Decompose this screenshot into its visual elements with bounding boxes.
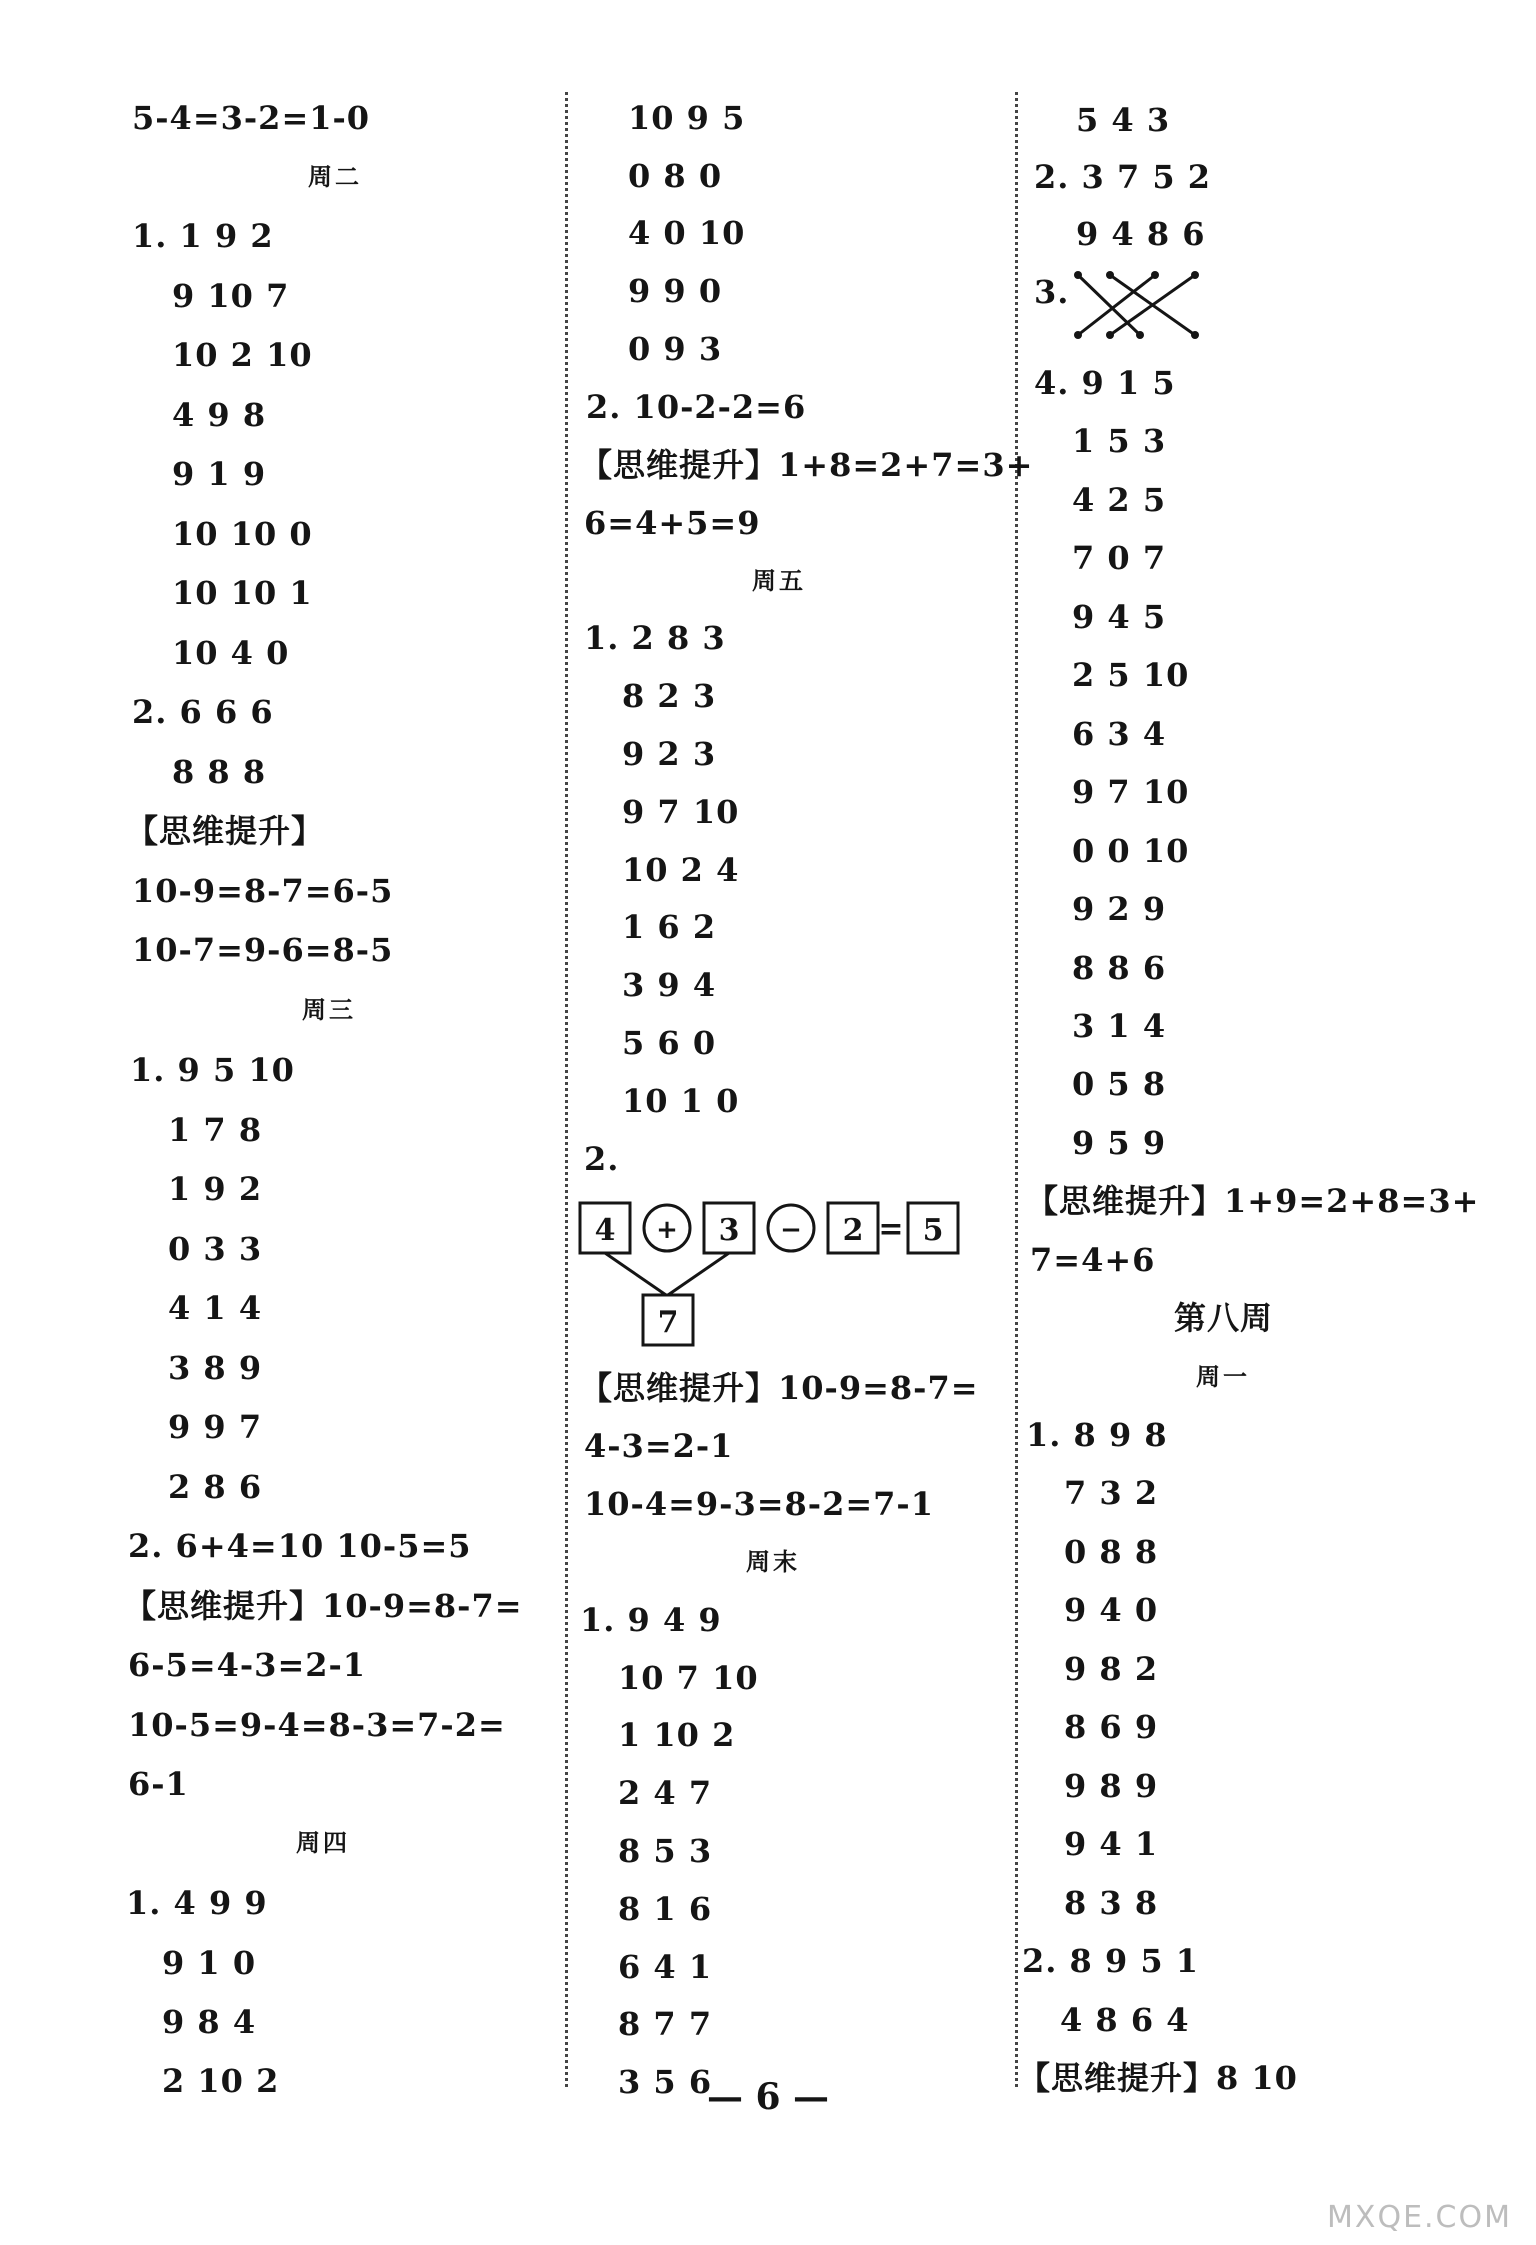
answer-line: 1 7 8 xyxy=(168,1111,263,1149)
answer-line: 7 3 2 xyxy=(1064,1474,1159,1512)
watermark: MXQE.COM xyxy=(1327,2200,1512,2235)
answer-line: 4 9 8 xyxy=(172,396,267,434)
answer-line: 8 3 8 xyxy=(1064,1884,1159,1922)
answer-line: 8 6 9 xyxy=(1064,1708,1159,1746)
answer-line: 9 4 8 6 xyxy=(1076,215,1206,253)
crossing-lines-diagram xyxy=(1070,265,1210,345)
answer-line: 1. 4 9 9 xyxy=(126,1884,268,1922)
answer-line: 9 9 0 xyxy=(628,272,723,310)
answer-line: 3 1 4 xyxy=(1072,1007,1167,1045)
answer-line: 0 3 3 xyxy=(168,1230,263,1268)
answer-line: 0 8 8 xyxy=(1064,1533,1159,1571)
thinking-line: 6-1 xyxy=(128,1765,189,1803)
answer-line: 1. 2 8 3 xyxy=(584,619,726,657)
heading-monday: 周一 xyxy=(1196,1362,1250,1391)
answer-line: 4 1 4 xyxy=(168,1289,263,1327)
answer-line: 10 1 0 xyxy=(622,1082,740,1120)
equation-diagram xyxy=(578,1195,998,1355)
op-plus: + xyxy=(656,1215,678,1245)
answer-line: 6 3 4 xyxy=(1072,715,1167,753)
answer-line: 10 9 5 xyxy=(628,99,746,137)
answer-line: 8 8 8 xyxy=(172,753,267,791)
thinking-line: 6=4+5=9 xyxy=(584,504,761,542)
op-minus: − xyxy=(780,1215,802,1245)
answer-line: 8 7 7 xyxy=(618,2005,713,2043)
heading-week-8: 第八周 xyxy=(1174,1299,1274,1337)
heading-friday: 周五 xyxy=(752,566,806,595)
answer-line: 10 2 4 xyxy=(622,851,740,889)
answer-line: 9 4 1 xyxy=(1064,1825,1159,1863)
answer-line: 9 5 9 xyxy=(1072,1124,1167,1162)
answer-line: 1 6 2 xyxy=(622,908,717,946)
equals-sign: = xyxy=(878,1212,904,1247)
thinking-line: 10-4=9-3=8-2=7-1 xyxy=(584,1485,934,1523)
answer-line: 4 8 6 4 xyxy=(1060,2001,1190,2039)
answer-line: 3 5 6 xyxy=(618,2063,713,2101)
answer-line: 9 2 9 xyxy=(1072,890,1167,928)
answer-line: 4. 9 1 5 xyxy=(1034,364,1176,402)
answer-line: 1. 9 5 10 xyxy=(130,1051,295,1089)
box-b-value: 3 xyxy=(718,1213,740,1248)
answer-line: 1 10 2 xyxy=(618,1716,736,1754)
answer-line: 2 4 7 xyxy=(618,1774,713,1812)
answer-line: 9 1 0 xyxy=(162,1944,257,1982)
answer-line: 4 2 5 xyxy=(1072,481,1167,519)
answer-line: 9 10 7 xyxy=(172,277,290,315)
answer-line: 10 4 0 xyxy=(172,634,290,672)
answer-line: 8 1 6 xyxy=(618,1890,713,1928)
connector-right xyxy=(668,1253,729,1295)
answer-line: 10 10 1 xyxy=(172,574,313,612)
text-line: 5-4=3-2=1-0 xyxy=(132,99,371,137)
thinking-line: 7=4+6 xyxy=(1030,1241,1156,1279)
answer-line: 9 2 3 xyxy=(622,735,717,773)
question-label: 2. xyxy=(584,1140,620,1178)
answer-line: 8 5 3 xyxy=(618,1832,713,1870)
answer-line: 10 2 10 xyxy=(172,336,313,374)
answer-line: 7 0 7 xyxy=(1072,539,1167,577)
answer-line: 2. 3 7 5 2 xyxy=(1034,158,1212,196)
thinking-line: 【思维提升】10-9=8-7= xyxy=(580,1369,979,1407)
answer-line: 9 4 0 xyxy=(1064,1591,1159,1629)
answer-line: 6 4 1 xyxy=(618,1948,713,1986)
answer-line: 10 7 10 xyxy=(618,1659,759,1697)
answer-line: 3 9 4 xyxy=(622,966,717,1004)
answer-line: 1 5 3 xyxy=(1072,422,1167,460)
box-sub-value: 7 xyxy=(657,1305,679,1340)
answer-line: 0 9 3 xyxy=(628,330,723,368)
answer-line: 1. 1 9 2 xyxy=(132,217,274,255)
column-separator-left xyxy=(565,92,568,2087)
answer-line: 2. 10-2-2=6 xyxy=(586,388,807,426)
thinking-line: 10-7=9-6=8-5 xyxy=(132,931,394,969)
thinking-line: 10-5=9-4=8-3=7-2= xyxy=(128,1706,506,1744)
answer-line: 2 8 6 xyxy=(168,1468,263,1506)
answer-line: 9 8 4 xyxy=(162,2003,257,2041)
connector-left xyxy=(605,1253,666,1295)
answer-line: 10 10 0 xyxy=(172,515,313,553)
answer-line: 3 8 9 xyxy=(168,1349,263,1387)
box-c-value: 2 xyxy=(842,1213,864,1248)
answer-line: 4 0 10 xyxy=(628,214,746,252)
answer-line: 0 5 8 xyxy=(1072,1065,1167,1103)
answer-line: 9 8 9 xyxy=(1064,1767,1159,1805)
thinking-line: 6-5=4-3=2-1 xyxy=(128,1646,367,1684)
thinking-line: 【思维提升】10-9=8-7= xyxy=(124,1587,523,1625)
thinking-line: 【思维提升】1+9=2+8=3+ xyxy=(1026,1182,1480,1220)
answer-line: 8 2 3 xyxy=(622,677,717,715)
answer-line: 9 8 2 xyxy=(1064,1650,1159,1688)
answer-line: 1 9 2 xyxy=(168,1170,263,1208)
heading-thursday: 周四 xyxy=(296,1828,350,1857)
answer-line: 2 5 10 xyxy=(1072,656,1190,694)
thinking-label: 【思维提升】 xyxy=(126,812,325,850)
thinking-line: 4-3=2-1 xyxy=(584,1427,734,1465)
answer-line: 9 4 5 xyxy=(1072,598,1167,636)
answer-line: 2. 6+4=10 10-5=5 xyxy=(128,1527,472,1565)
heading-wednesday: 周三 xyxy=(302,995,356,1024)
column-separator-right xyxy=(1015,92,1018,2087)
heading-weekend: 周末 xyxy=(746,1547,800,1576)
answer-line: 9 1 9 xyxy=(172,455,267,493)
answer-line: 9 7 10 xyxy=(1072,773,1190,811)
question-label: 3. xyxy=(1034,273,1070,311)
answer-line: 5 6 0 xyxy=(622,1024,717,1062)
thinking-line: 10-9=8-7=6-5 xyxy=(132,872,394,910)
answer-line: 9 7 10 xyxy=(622,793,740,831)
box-result-value: 5 xyxy=(922,1213,944,1248)
answer-line: 8 8 6 xyxy=(1072,949,1167,987)
answer-line: 2. 6 6 6 xyxy=(132,693,274,731)
page-number: — 6 — xyxy=(706,2076,830,2118)
answer-line: 2. 8 9 5 1 xyxy=(1022,1942,1200,1980)
box-a-value: 4 xyxy=(594,1213,616,1248)
heading-tuesday: 周二 xyxy=(308,162,362,191)
answer-line: 1. 9 4 9 xyxy=(580,1601,722,1639)
answer-line: 5 4 3 xyxy=(1076,101,1171,139)
answer-line: 9 9 7 xyxy=(168,1408,263,1446)
answer-line: 2 10 2 xyxy=(162,2062,280,2100)
answer-line: 0 8 0 xyxy=(628,157,723,195)
answer-line: 0 0 10 xyxy=(1072,832,1190,870)
answer-line: 1. 8 9 8 xyxy=(1026,1416,1168,1454)
thinking-line: 【思维提升】1+8=2+7=3+ xyxy=(580,446,1034,484)
thinking-line: 【思维提升】8 10 xyxy=(1018,2059,1298,2097)
